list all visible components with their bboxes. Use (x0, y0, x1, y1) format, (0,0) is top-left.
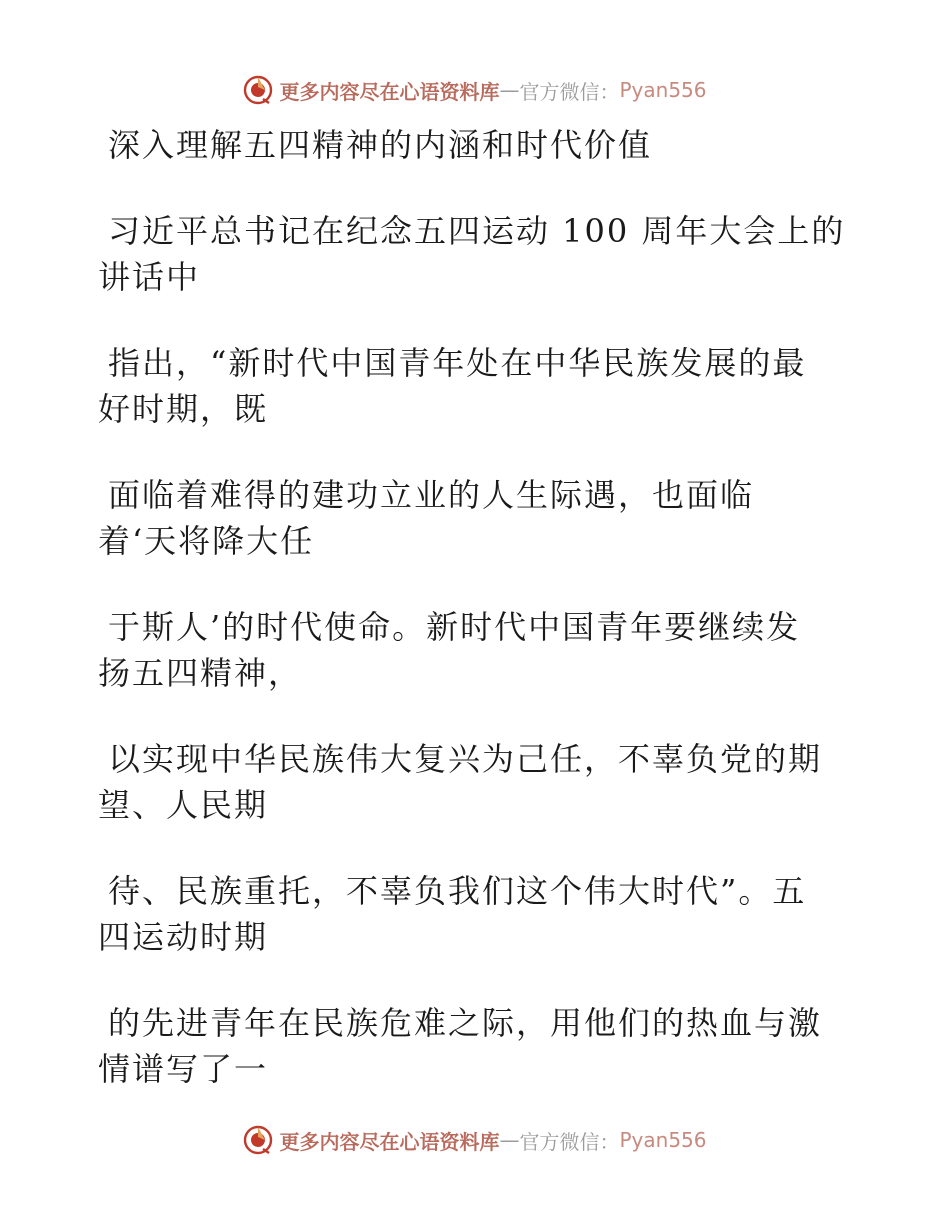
document-title: 深入理解五四精神的内涵和时代价值 (108, 126, 653, 164)
paragraph-line: 待、民族重托，不辜负我们这个伟大时代”。五 (108, 872, 807, 910)
logo-icon (243, 1125, 273, 1155)
paragraph-line: 着‘天将降大任 (98, 522, 315, 560)
watermark-site-text: 更多内容尽在心语资料库 (279, 1129, 500, 1154)
watermark-id: Pyan556 (619, 78, 707, 102)
watermark-label: 官方微信： (519, 1129, 620, 1154)
document-body (98, 122, 858, 1092)
paragraph-line: 面临着难得的建功立业的人生际遇，也面临 (108, 476, 755, 514)
footer-watermark (0, 1120, 950, 1160)
paragraph-line: 于斯人’的时代使命。新时代中国青年要继续发 (108, 608, 801, 646)
paragraph-line: 好时期，既 (98, 390, 269, 428)
header-watermark (0, 70, 950, 110)
watermark-id: Pyan556 (619, 1128, 707, 1152)
paragraph-line: 指出，“新时代中国青年处在中华民族发展的最 (108, 344, 807, 382)
paragraph-line: 的先进青年在民族危难之际，用他们的热血与激 (108, 1004, 823, 1042)
paragraph-line: 习近平总书记在纪念五四运动 100 周年大会上的 (108, 212, 846, 250)
paragraph-line: 讲话中 (98, 258, 201, 296)
paragraph-line: 望、人民期 (98, 786, 269, 824)
paragraph-line: 四运动时期 (98, 918, 269, 956)
watermark-label: 官方微信： (519, 79, 620, 104)
watermark-separator: — (499, 1128, 520, 1152)
watermark-separator: — (499, 78, 520, 102)
paragraph-line: 扬五四精神， (98, 654, 303, 692)
paragraph-line: 情谱写了一 (98, 1050, 269, 1088)
watermark-site-text: 更多内容尽在心语资料库 (279, 79, 500, 104)
logo-icon (243, 75, 273, 105)
paragraph-line: 以实现中华民族伟大复兴为己任，不辜负党的期 (108, 740, 823, 778)
